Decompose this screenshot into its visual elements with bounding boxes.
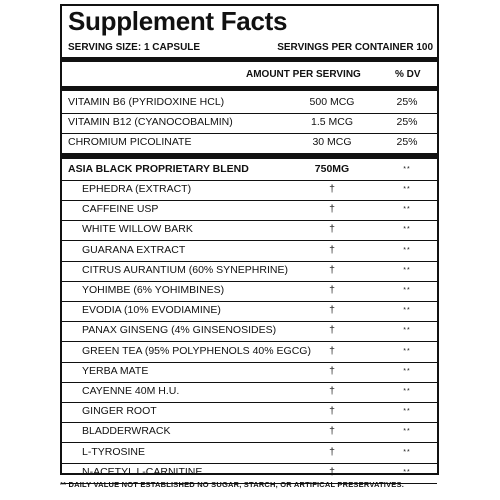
footnote: ** DAILY VALUE NOT ESTABLISHED NO SUGAR, STARCH, OR ARTIFICAL PRESERVATIVES. bbox=[60, 480, 404, 489]
ingredient-dv: ** bbox=[403, 266, 411, 274]
serving-size: SERVING SIZE: 1 CAPSULE bbox=[68, 42, 201, 53]
ingredient-amount: 1.5 MCG bbox=[310, 116, 353, 128]
ingredient-amount: † bbox=[329, 465, 335, 478]
thick-divider bbox=[62, 57, 437, 62]
ingredient-name: PANAX GINSENG (4% GINSENOSIDES) bbox=[82, 324, 277, 337]
ingredient-name: CAFFEINE USP bbox=[82, 203, 159, 216]
ingredient-dv: ** bbox=[403, 468, 411, 476]
ingredient-dv: ** bbox=[403, 367, 411, 375]
ingredient-name: YERBA MATE bbox=[82, 364, 149, 377]
facts-row bbox=[62, 421, 437, 442]
facts-row bbox=[62, 132, 437, 153]
ingredient-dv: 25% bbox=[396, 96, 418, 108]
ingredient-amount: † bbox=[329, 223, 335, 236]
ingredient-dv: ** bbox=[403, 307, 411, 315]
ingredient-amount: † bbox=[329, 385, 335, 397]
facts-row bbox=[62, 112, 437, 133]
thick-divider bbox=[62, 86, 437, 91]
ingredient-name: VITAMIN B12 (CYANOCOBALMIN) bbox=[68, 116, 233, 128]
servings-per-container: SERVINGS PER CONTAINER 100 bbox=[277, 42, 433, 53]
ingredient-dv: ** bbox=[403, 226, 411, 234]
ingredient-name: VITAMIN B6 (PYRIDOXINE HCL) bbox=[68, 96, 225, 108]
ingredient-amount: † bbox=[329, 344, 335, 357]
supplement-facts-panel bbox=[60, 4, 439, 478]
ingredient-amount: † bbox=[329, 203, 335, 216]
ingredient-dv: 25% bbox=[396, 116, 418, 128]
ingredient-amount: † bbox=[329, 425, 335, 438]
ingredient-dv: ** bbox=[403, 428, 411, 436]
facts-row bbox=[62, 280, 437, 301]
ingredient-dv: ** bbox=[403, 388, 411, 395]
ingredient-name: YOHIMBE (6% YOHIMBINES) bbox=[82, 284, 225, 296]
ingredient-name: GINGER ROOT bbox=[82, 405, 157, 418]
facts-row bbox=[62, 401, 437, 422]
ingredient-amount: † bbox=[329, 324, 335, 337]
facts-row bbox=[62, 92, 437, 113]
ingredient-amount: † bbox=[329, 405, 335, 418]
ingredient-dv: ** bbox=[403, 166, 411, 173]
ingredient-name: CITRUS AURANTIUM (60% SYNEPHRINE) bbox=[82, 263, 288, 276]
ingredient-amount: 750MG bbox=[314, 163, 350, 175]
dv-header: % DV bbox=[395, 69, 421, 80]
ingredient-dv: 25% bbox=[396, 136, 418, 148]
ingredient-amount: † bbox=[329, 445, 335, 458]
ingredient-amount: † bbox=[329, 284, 335, 296]
ingredient-amount: † bbox=[329, 243, 335, 256]
ingredient-dv: ** bbox=[403, 408, 411, 416]
facts-row bbox=[62, 442, 437, 463]
ingredient-dv: ** bbox=[403, 347, 411, 355]
facts-row bbox=[62, 320, 437, 341]
ingredient-name: EPHEDRA (EXTRACT) bbox=[82, 183, 192, 195]
facts-row bbox=[62, 159, 437, 180]
ingredient-name: CAYENNE 40M H.U. bbox=[82, 385, 180, 397]
ingredient-amount: † bbox=[329, 263, 335, 276]
facts-row bbox=[62, 341, 437, 362]
amount-header: AMOUNT PER SERVING bbox=[246, 69, 361, 80]
panel-title: Supplement Facts bbox=[68, 6, 288, 36]
facts-row bbox=[62, 381, 437, 402]
facts-row bbox=[62, 361, 437, 382]
ingredient-dv: ** bbox=[403, 448, 411, 456]
ingredient-name: L-TYROSINE bbox=[82, 445, 146, 458]
ingredient-amount: 30 MCG bbox=[312, 136, 352, 148]
facts-row bbox=[62, 199, 437, 220]
ingredient-amount: 500 MCG bbox=[309, 96, 355, 108]
ingredient-dv: ** bbox=[403, 327, 411, 335]
facts-row bbox=[62, 219, 437, 240]
ingredient-dv: ** bbox=[403, 206, 411, 214]
facts-row bbox=[62, 260, 437, 281]
facts-row bbox=[62, 240, 437, 261]
ingredient-name: CHROMIUM PICOLINATE bbox=[68, 136, 192, 148]
serving-info bbox=[68, 42, 433, 53]
ingredient-name: N-ACETYL L-CARNITINE bbox=[82, 465, 203, 478]
ingredient-name: EVODIA (10% EVODIAMINE) bbox=[82, 304, 221, 317]
ingredient-name: GREEN TEA (95% POLYPHENOLS 40% EGCG) bbox=[82, 344, 311, 357]
ingredient-dv: ** bbox=[403, 186, 411, 193]
ingredient-name: WHITE WILLOW BARK bbox=[82, 223, 193, 236]
facts-row bbox=[62, 300, 437, 321]
ingredient-amount: † bbox=[329, 364, 335, 377]
ingredient-amount: † bbox=[329, 183, 335, 195]
ingredient-name: BLADDERWRACK bbox=[82, 425, 171, 438]
ingredient-name: ASIA BLACK PROPRIETARY BLEND bbox=[68, 163, 249, 175]
ingredient-dv: ** bbox=[403, 246, 411, 254]
ingredient-dv: ** bbox=[403, 287, 411, 294]
ingredient-amount: † bbox=[329, 304, 335, 317]
ingredient-name: GUARANA EXTRACT bbox=[82, 243, 186, 256]
facts-row bbox=[62, 179, 437, 200]
